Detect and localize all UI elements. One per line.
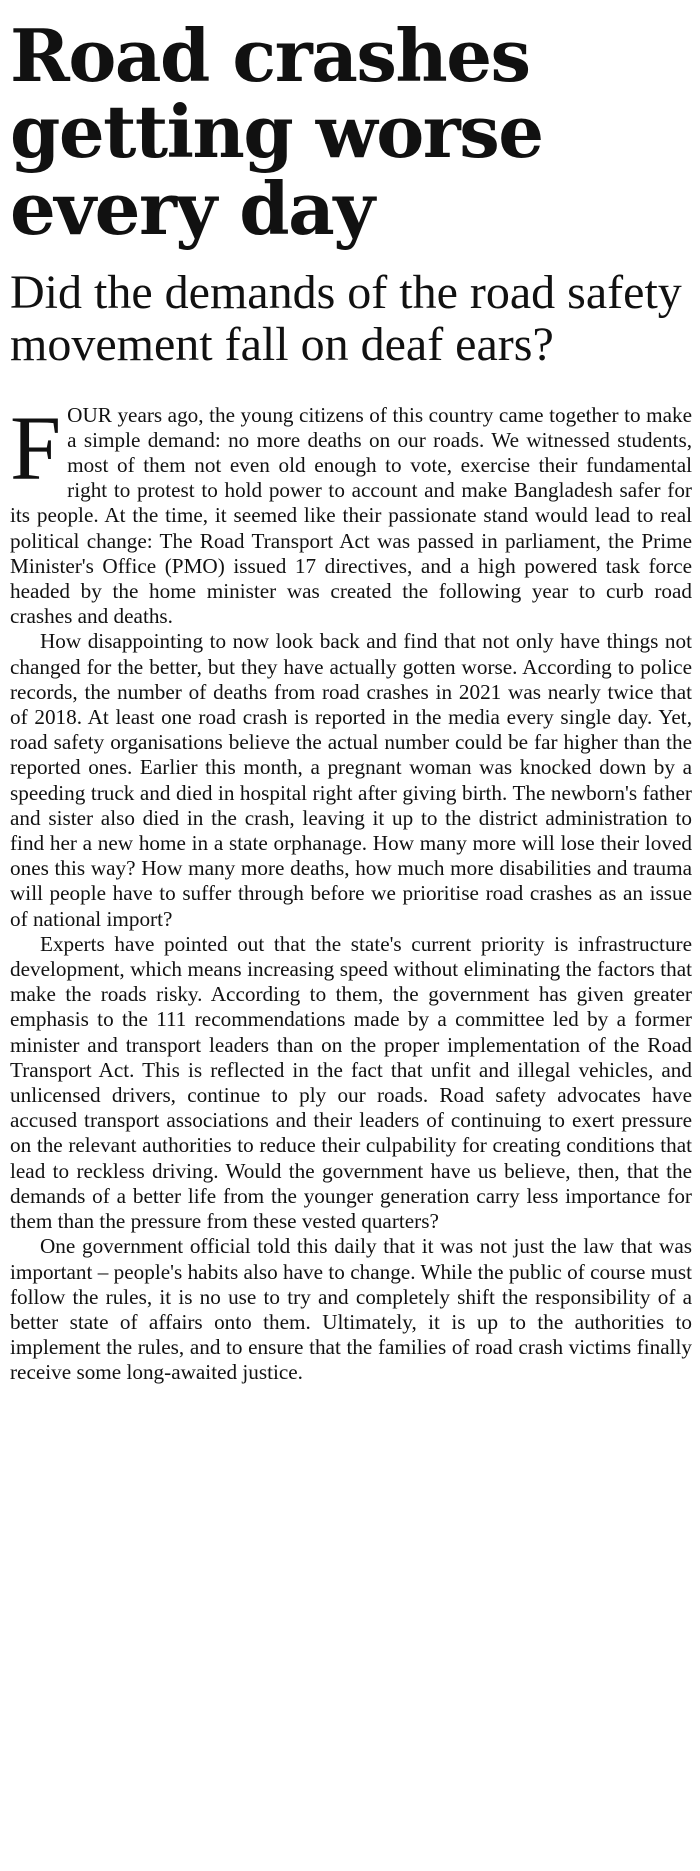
subheadline: Did the demands of the road safety movement fall on deaf ears? — [10, 265, 682, 371]
paragraph-4: One government official told this daily that it was not just the law that was important – people's habits also have to change. While the public of course must follow the rules, it is no use to try and completely shift the responsibility of a better state of affairs onto them. Ultimately, it is up to the authorities to implement the rules, and to ensure that the families of road crash victims finally receive some long-awaited justice. — [10, 1234, 692, 1385]
paragraph-3: Experts have pointed out that the state's current priority is infrastructure development, which means increasing speed without eliminating the factors that make the roads risky. According to them, the government has given greater emphasis to the 111 recommendations made by a committee led by a former minister and transport leaders than on the proper implementation of the Road Transport Act. This is reflected in the fact that unfit and illegal vehicles, and unlicensed drivers, continue to ply our roads. Road safety advocates have accused transport associations and their leaders of continuing to exert pressure on the relevant authorities to reduce their culpability for creating conditions that lead to reckless driving. Would the government have us believe, then, that the demands of a better life from the younger generation carry less importance for them than the pressure from these vested quarters? — [10, 931, 692, 1234]
headline: Road crashes getting worse every day — [10, 13, 543, 251]
paragraph-1-text: OUR years ago, the young citizens of this country came together to make a simple demand: no more deaths on our roads. We witnessed students, most of them not even old enough to vote, exercise their fundamental right to protest to hold power to account and make Bangladesh safer for its people. At the time, it seemed like their passionate stand would lead to real political change: The Road Transport Act was passed in parliament, the Prime Minister's Office (PMO) issued 17 directives, and a high powered task force headed by the home minister was created the following year to curb road crashes and deaths. — [10, 402, 692, 629]
article — [10, 0, 692, 1386]
drop-cap: F — [10, 396, 62, 499]
paragraph-2: How disappointing to now look back and find that not only have things not changed for the better, but they have actually gotten worse. According to police records, the number of deaths from road crashes in 2021 was nearly twice that of 2018. At least one road crash is reported in the media every single day. Yet, road safety organisations believe the actual number could be far higher than the reported ones. Earlier this month, a pregnant woman was knocked down by a speeding truck and died in hospital right after giving birth. The newborn's father and sister also died in the crash, leaving it up to the district administration to find her a new home in a state orphanage. How many more will lose their loved ones this way? How many more deaths, how much more disabilities and trauma will people have to suffer through before we prioritise road crashes as an issue of national import? — [10, 629, 692, 931]
article-body — [10, 396, 692, 1386]
paragraph-1 — [10, 396, 692, 630]
